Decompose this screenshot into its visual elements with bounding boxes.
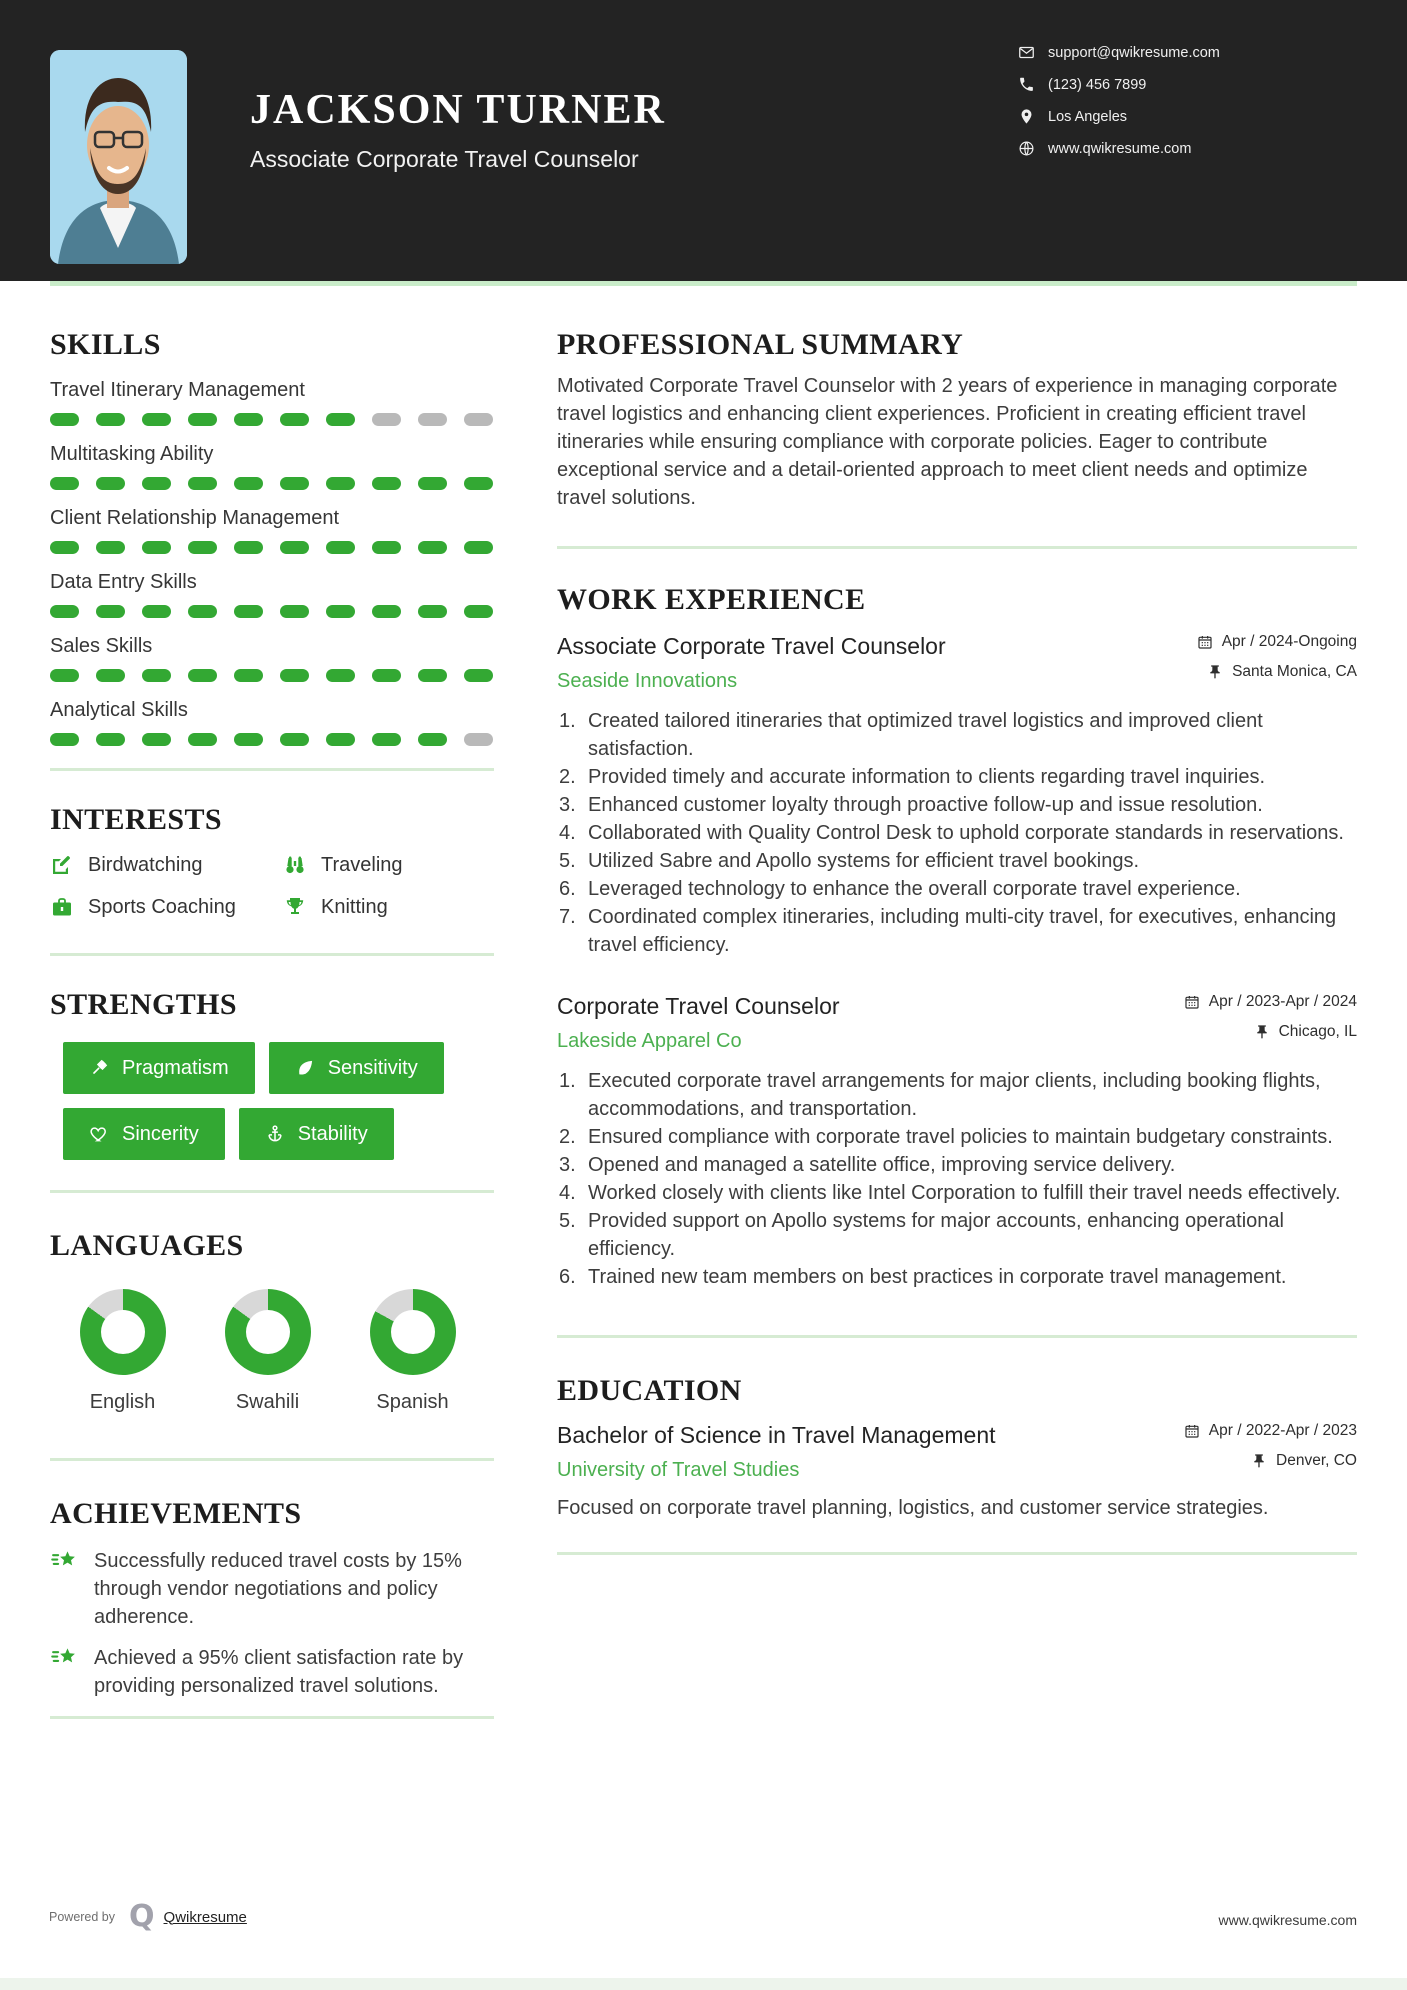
left-column xyxy=(50,286,494,1719)
language-donut-chart xyxy=(80,1289,166,1375)
languages-list xyxy=(50,1289,494,1414)
skill-level-dash xyxy=(464,541,493,554)
job-entry xyxy=(557,993,1357,1291)
skill-level-dash xyxy=(50,477,79,490)
achievement-text: Achieved a 95% client satisfaction rate by providing personalized travel solutions. xyxy=(94,1647,464,1697)
skill-level-dash xyxy=(50,413,79,426)
achievements-heading: ACHIEVEMENTS xyxy=(50,1497,302,1530)
achievement-text: Successfully reduced travel costs by 15% through vendor negotiations and policy adherence. xyxy=(94,1550,462,1628)
job-company: Seaside Innovations xyxy=(557,670,738,692)
job-bullet: Opened and managed a satellite office, improving service delivery. xyxy=(588,1154,1176,1176)
section-divider xyxy=(557,1552,1357,1555)
skill-level-dash xyxy=(326,477,355,490)
strength-label: Pragmatism xyxy=(122,1056,229,1079)
strengths-heading: STRENGTHS xyxy=(50,988,237,1021)
job-bullet: Executed corporate travel arrangements for major clients, including booking flights, accommodations, and transportation. xyxy=(588,1070,1321,1120)
language-item xyxy=(340,1289,485,1414)
skill-level-dash xyxy=(96,605,125,618)
skill-level-dash xyxy=(372,605,401,618)
interests-list xyxy=(50,853,494,919)
language-item xyxy=(195,1289,340,1414)
education-location: Denver, CO xyxy=(1276,1452,1357,1469)
skill-level-dash xyxy=(234,477,263,490)
job-date: Apr / 2023-Apr / 2024 xyxy=(1208,993,1357,1010)
footer-brand-area xyxy=(49,1899,247,1934)
achievement-item xyxy=(50,1644,494,1700)
skill-level-dash xyxy=(96,541,125,554)
heart-icon xyxy=(89,1124,109,1144)
skill-level-dash xyxy=(464,477,493,490)
degree-title: Bachelor of Science in Travel Management xyxy=(557,1422,996,1448)
interest-item xyxy=(50,853,283,877)
shooting-star-icon xyxy=(50,1547,80,1577)
skill-level-dash xyxy=(464,605,493,618)
skill-level-dash xyxy=(142,477,171,490)
skill-level-dash xyxy=(464,733,493,746)
strength-label: Sensitivity xyxy=(327,1056,418,1079)
person-job-title: Associate Corporate Travel Counselor xyxy=(250,146,639,172)
calendar-icon xyxy=(1184,994,1200,1010)
edit-icon xyxy=(50,853,74,877)
skill-level-dash xyxy=(372,541,401,554)
skill-level-dash xyxy=(50,733,79,746)
skill-name: Multitasking Ability xyxy=(50,443,214,465)
skill-level-dash xyxy=(142,605,171,618)
skill-level-dash xyxy=(372,477,401,490)
skill-level-dash xyxy=(464,669,493,682)
skill-level-dash xyxy=(372,733,401,746)
skill-item xyxy=(50,443,494,490)
pushpin-icon xyxy=(1251,1453,1267,1469)
skill-level-dash xyxy=(96,477,125,490)
skill-item xyxy=(50,635,494,682)
contact-phone-text: (123) 456 7899 xyxy=(1048,76,1147,93)
interest-item xyxy=(283,853,494,877)
skill-level-bar xyxy=(50,477,494,490)
skill-level-dash xyxy=(50,605,79,618)
header xyxy=(0,0,1407,281)
interest-label: Birdwatching xyxy=(88,853,203,876)
skill-level-dash xyxy=(372,413,401,426)
skill-item xyxy=(50,571,494,618)
job-bullet: Trained new team members on best practices in corporate travel management. xyxy=(588,1266,1287,1288)
contact-location-text: Los Angeles xyxy=(1048,108,1128,125)
skill-level-bar xyxy=(50,605,494,618)
skill-level-dash xyxy=(280,669,309,682)
education-heading: EDUCATION xyxy=(557,1374,742,1407)
skill-level-dash xyxy=(280,413,309,426)
gavel-icon xyxy=(89,1058,109,1078)
education-description: Focused on corporate travel planning, logistics, and customer service strategies. xyxy=(557,1497,1269,1519)
skill-level-dash xyxy=(418,669,447,682)
job-title: Corporate Travel Counselor xyxy=(557,993,840,1019)
skill-level-dash xyxy=(188,605,217,618)
strengths-list xyxy=(63,1042,494,1160)
job-bullet: Ensured compliance with corporate travel policies to maintain budgetary constraints. xyxy=(588,1126,1333,1148)
skill-level-dash xyxy=(188,669,217,682)
skill-level-dash xyxy=(280,733,309,746)
phone-icon xyxy=(1018,76,1035,93)
interest-label: Sports Coaching xyxy=(88,895,236,918)
job-bullet: Collaborated with Quality Control Desk to uphold corporate standards in reservations. xyxy=(588,822,1344,844)
skill-name: Sales Skills xyxy=(50,635,153,657)
section-divider xyxy=(50,1716,494,1719)
section-divider xyxy=(557,1335,1357,1338)
skill-level-dash xyxy=(464,413,493,426)
contact-phone xyxy=(1018,76,1220,93)
footer-website-link[interactable]: www.qwikresume.com xyxy=(1218,1912,1357,1928)
job-bullet: Utilized Sabre and Apollo systems for efficient travel bookings. xyxy=(588,850,1140,872)
skill-level-bar xyxy=(50,413,494,426)
qwikresume-logo-icon: Q xyxy=(129,1899,155,1934)
person-name: JACKSON TURNER xyxy=(250,87,666,133)
language-label: Swahili xyxy=(235,1391,300,1413)
section-divider xyxy=(50,1190,494,1193)
contact-website[interactable] xyxy=(1018,140,1220,157)
job-location: Chicago, IL xyxy=(1278,1023,1357,1040)
language-donut-chart xyxy=(370,1289,456,1375)
calendar-icon xyxy=(1197,634,1213,650)
bottom-strip xyxy=(0,1978,1407,1990)
skill-item xyxy=(50,507,494,554)
strength-label: Sincerity xyxy=(122,1122,199,1145)
job-bullet: Leveraged technology to enhance the overall corporate travel experience. xyxy=(588,878,1241,900)
contact-email-text: support@qwikresume.com xyxy=(1048,44,1220,61)
job-location: Santa Monica, CA xyxy=(1232,663,1357,680)
skill-level-dash xyxy=(326,733,355,746)
interest-label: Knitting xyxy=(321,895,388,918)
section-divider xyxy=(557,546,1357,549)
education-date: Apr / 2022-Apr / 2023 xyxy=(1208,1422,1357,1439)
skill-level-bar xyxy=(50,733,494,746)
contact-list xyxy=(1018,44,1220,172)
skill-level-dash xyxy=(96,733,125,746)
powered-by-label: Powered by xyxy=(49,1910,116,1924)
job-company: Lakeside Apparel Co xyxy=(557,1030,742,1052)
job-bullet: Provided support on Apollo systems for major accounts, enhancing operational efficiency. xyxy=(588,1210,1284,1260)
language-donut-chart xyxy=(225,1289,311,1375)
skill-level-dash xyxy=(280,477,309,490)
job-bullets xyxy=(557,707,1357,959)
education-entry xyxy=(557,1422,1357,1522)
contact-email[interactable] xyxy=(1018,44,1220,61)
skill-level-bar xyxy=(50,541,494,554)
job-bullet: Worked closely with clients like Intel Corporation to fulfill their travel needs effectively. xyxy=(588,1182,1341,1204)
profile-photo xyxy=(50,50,187,264)
job-bullets xyxy=(557,1067,1357,1291)
skill-level-dash xyxy=(326,605,355,618)
skill-level-dash xyxy=(234,669,263,682)
briefcase-icon xyxy=(50,895,74,919)
skill-level-dash xyxy=(418,605,447,618)
experience-heading: WORK EXPERIENCE xyxy=(557,583,866,616)
skill-level-dash xyxy=(234,733,263,746)
language-label: English xyxy=(89,1391,156,1413)
school-name: University of Travel Studies xyxy=(557,1459,800,1481)
strength-chip xyxy=(63,1108,225,1160)
skill-level-dash xyxy=(142,541,171,554)
skills-list xyxy=(50,379,494,746)
skill-level-dash xyxy=(326,669,355,682)
skill-level-dash xyxy=(50,541,79,554)
job-entry xyxy=(557,633,1357,959)
section-divider xyxy=(50,1458,494,1461)
contact-website-text: www.qwikresume.com xyxy=(1048,140,1192,157)
job-date: Apr / 2024-Ongoing xyxy=(1221,633,1357,650)
strength-label: Stability xyxy=(297,1122,368,1145)
language-item xyxy=(50,1289,195,1414)
skill-level-dash xyxy=(142,669,171,682)
language-label: Spanish xyxy=(376,1391,449,1413)
right-column xyxy=(557,286,1357,1719)
trophy-icon xyxy=(283,895,307,919)
skill-item xyxy=(50,699,494,746)
skill-item xyxy=(50,379,494,426)
interest-item xyxy=(50,895,283,919)
interest-item xyxy=(283,895,494,919)
skill-level-dash xyxy=(188,477,217,490)
strength-chip xyxy=(63,1042,255,1094)
interests-heading: INTERESTS xyxy=(50,803,223,836)
languages-heading: LANGUAGES xyxy=(50,1229,244,1262)
contact-location xyxy=(1018,108,1220,125)
interest-label: Traveling xyxy=(321,853,403,876)
skill-level-dash xyxy=(188,541,217,554)
section-divider xyxy=(50,768,494,771)
pushpin-icon xyxy=(1207,664,1223,680)
skill-level-dash xyxy=(96,669,125,682)
binoculars-icon xyxy=(283,853,307,877)
achievements-list xyxy=(50,1547,494,1700)
skill-level-dash xyxy=(372,669,401,682)
email-icon xyxy=(1018,44,1035,61)
job-title: Associate Corporate Travel Counselor xyxy=(557,633,946,659)
shooting-star-icon xyxy=(50,1644,80,1674)
globe-icon xyxy=(1018,140,1035,157)
qwikresume-link[interactable]: Qwikresume xyxy=(163,1908,247,1926)
skill-level-dash xyxy=(234,413,263,426)
skill-level-dash xyxy=(418,733,447,746)
section-divider xyxy=(50,953,494,956)
skill-level-dash xyxy=(418,413,447,426)
job-bullet: Provided timely and accurate information to clients regarding travel inquiries. xyxy=(588,766,1266,788)
avatar xyxy=(50,50,187,264)
skill-level-dash xyxy=(418,477,447,490)
job-bullet: Enhanced customer loyalty through proactive follow-up and issue resolution. xyxy=(588,794,1263,816)
summary-heading: PROFESSIONAL SUMMARY xyxy=(557,328,964,361)
strength-chip xyxy=(239,1108,394,1160)
skill-level-dash xyxy=(280,605,309,618)
location-icon xyxy=(1018,108,1035,125)
skill-level-dash xyxy=(142,413,171,426)
job-bullet: Coordinated complex itineraries, including multi-city travel, for executives, enhancing travel efficiency. xyxy=(588,906,1337,956)
skill-level-dash xyxy=(326,541,355,554)
skill-level-dash xyxy=(280,541,309,554)
skill-level-dash xyxy=(234,541,263,554)
skill-name: Travel Itinerary Management xyxy=(50,379,305,401)
achievement-item xyxy=(50,1547,494,1631)
skill-level-dash xyxy=(188,413,217,426)
skill-level-bar xyxy=(50,669,494,682)
skill-name: Data Entry Skills xyxy=(50,571,197,593)
pushpin-icon xyxy=(1254,1024,1270,1040)
skill-name: Client Relationship Management xyxy=(50,507,340,529)
skill-name: Analytical Skills xyxy=(50,699,188,721)
summary-text: Motivated Corporate Travel Counselor with 2 years of experience in managing corporate travel logistics and enhancing client experiences. Proficient in creating efficient travel itineraries while ensuring compliance with corporate policies. Eager to contribute exceptional service and a detail-oriented approach to meet client needs and optimize travel solutions. xyxy=(557,375,1338,509)
strength-chip xyxy=(269,1042,444,1094)
skill-level-dash xyxy=(418,541,447,554)
skill-level-dash xyxy=(234,605,263,618)
calendar-icon xyxy=(1184,1423,1200,1439)
job-bullet: Created tailored itineraries that optimized travel logistics and improved client satisfaction. xyxy=(588,710,1263,760)
skill-level-dash xyxy=(142,733,171,746)
skill-level-dash xyxy=(96,413,125,426)
leaf-icon xyxy=(295,1058,315,1078)
anchor-icon xyxy=(265,1124,285,1144)
skill-level-dash xyxy=(326,413,355,426)
skill-level-dash xyxy=(50,669,79,682)
skills-heading: SKILLS xyxy=(50,328,161,361)
skill-level-dash xyxy=(188,733,217,746)
